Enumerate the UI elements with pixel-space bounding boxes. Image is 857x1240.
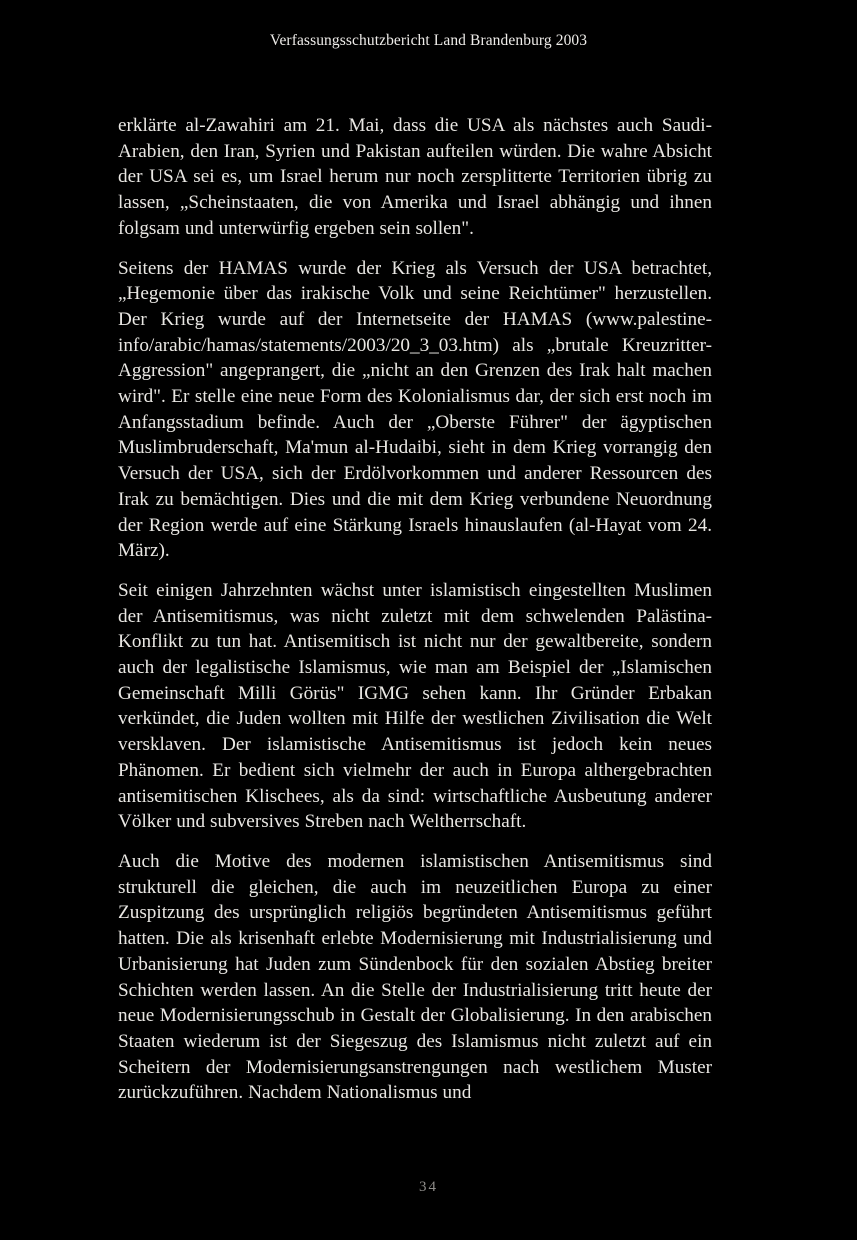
body-paragraph-1: erklärte al-Zawahiri am 21. Mai, dass die USA als nächstes auch Saudi-Arabien, den Iran, Syrien und Pakistan aufteilen würden. Die wahre Absicht der USA sei es, um Israel herum nur noch zersplitterte Territorien übrig zu lassen, „Scheinstaaten, die von Amerika und Israel abhängig und ihnen folgsam und unterwürfig ergeben sein sollen". <box>118 115 712 239</box>
body-paragraph-4: Auch die Motive des modernen islamistischen Antisemitismus sind strukturell die gleichen, die auch im neuzeitlichen Europa zu einer Zuspitzung des ursprünglich religiös begründeten Antisemitismus geführt hatten. Die als krisenhaft erlebte Modernisierung mit Industrialisierung und Urbanisierung hat Juden zum Sündenbock für den sozialen Abstieg breiter Schichten werden lassen. An die Stelle der Industrialisierung tritt heute der neue Modernisierungsschub in Gestalt der Globalisierung. In den arabischen Staaten wiederum ist der Siegeszug des Islamismus nicht zuletzt auf ein Scheitern der Modernisierungsanstrengungen nach westlichem Muster zurückzuführen. Nachdem Nationalismus und <box>118 850 712 1104</box>
body-text-column <box>118 113 712 1106</box>
running-head: Verfassungsschutzbericht Land Brandenburg 2003 <box>269 32 588 49</box>
body-paragraph-2: Seitens der HAMAS wurde der Krieg als Versuch der USA betrachtet, „Hegemonie über das irakische Volk und seine Reichtümer" herzustellen. Der Krieg wurde auf der Internetseite der HAMAS (www.palestine-info/arabic/hamas/statements/2003/20_3_03.htm) als „brutale Kreuzritter-Aggression" angeprangert, die „nicht an den Grenzen des Irak halt machen wird". Er stelle eine neue Form des Kolonialismus dar, der sich erst noch im Anfangsstadium befinde. Auch der „Oberste Führer" der ägyptischen Muslimbruderschaft, Ma'mun al-Hudaibi, sieht in dem Krieg vorrangig den Versuch der USA, sich der Erdölvorkommen und anderer Ressourcen des Irak zu bemächtigen. Dies und die mit dem Krieg verbundene Neuordnung der Region werde auf eine Stärkung Israels hinauslaufen (al-Hayat vom 24. März). <box>118 257 712 562</box>
body-paragraph-3: Seit einigen Jahrzehnten wächst unter islamistisch eingestellten Muslimen der Antisemitismus, was nicht zuletzt mit dem schwelenden Palästina-Konflikt zu tun hat. Antisemitisch ist nicht nur der gewaltbereite, sondern auch der legalistische Islamismus, wie man am Beispiel der „Islamischen Gemeinschaft Milli Görüs" IGMG sehen kann. Ihr Gründer Erbakan verkündet, die Juden wollten mit Hilfe der westlichen Zivilisation die Welt versklaven. Der islamistische Antisemitismus ist jedoch kein neues Phänomen. Er bedient sich vielmehr der auch in Europa althergebrachten antisemitischen Klischees, als da sind: wirtschaftliche Ausbeutung anderer Völker und subversives Streben nach Weltherrschaft. <box>118 579 712 833</box>
page-number: 34 <box>419 1179 438 1195</box>
